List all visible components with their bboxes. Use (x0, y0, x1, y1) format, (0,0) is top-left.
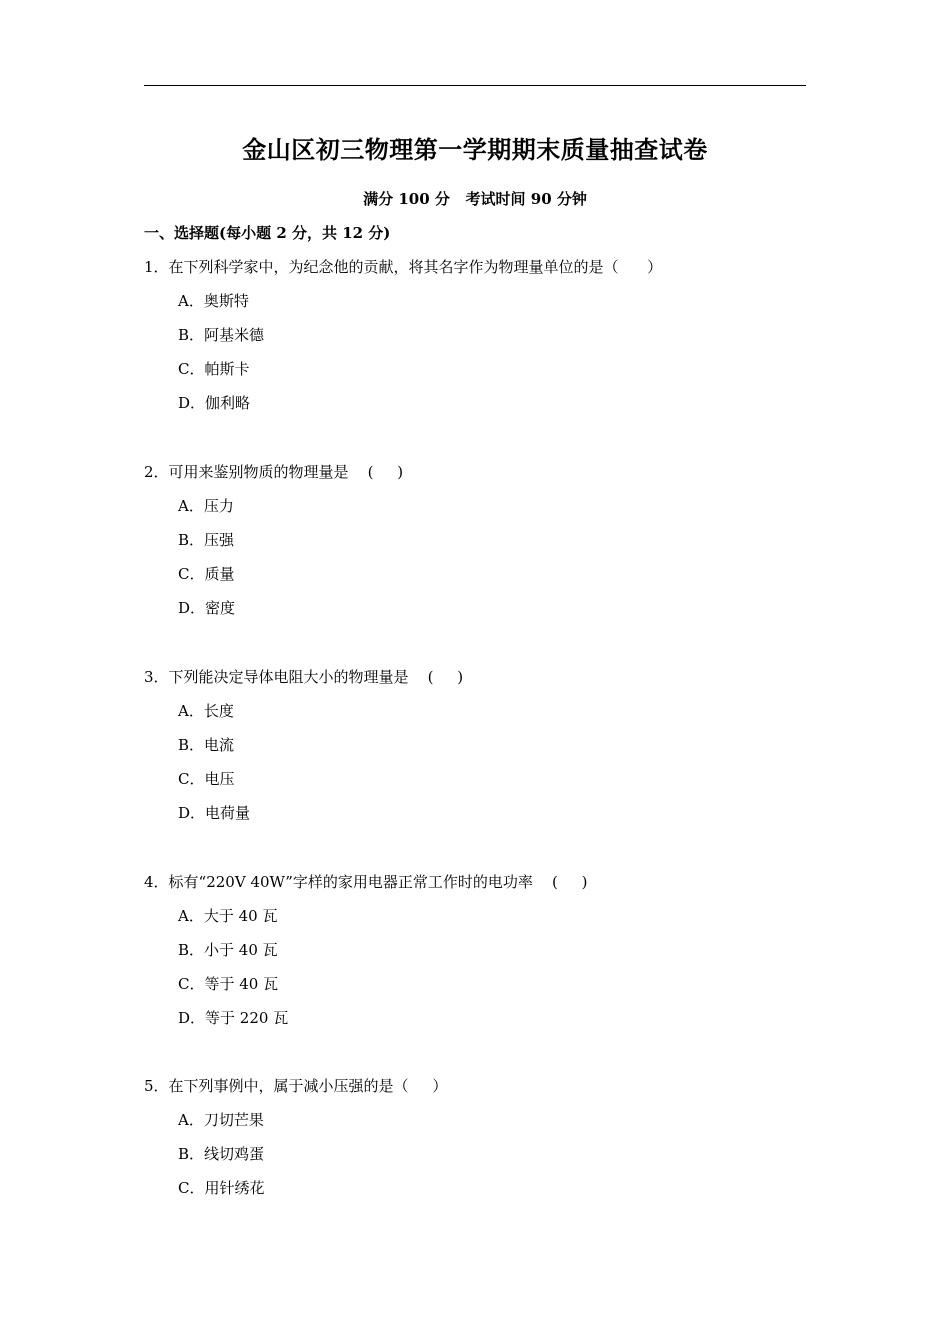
section-heading: 一、选择题(每小题 2 分，共 12 分) (144, 224, 391, 242)
option-b: B．小于 40 瓦 (178, 941, 278, 959)
option-b: B．电流 (178, 736, 235, 754)
option-b: B．压强 (178, 531, 235, 549)
option-d: D．等于 220 瓦 (178, 1009, 289, 1027)
exam-title: 金山区初三物理第一学期期末质量抽查试卷 (242, 135, 708, 164)
option-b: B．阿基米德 (178, 326, 265, 344)
option-c: C．等于 40 瓦 (178, 975, 279, 993)
option-d: D．伽利略 (178, 394, 251, 412)
option-d: D．电荷量 (178, 804, 251, 822)
option-a: A．长度 (178, 702, 234, 720)
option-c: C．电压 (178, 770, 235, 788)
option-c: C．质量 (178, 565, 235, 583)
header-rule (144, 85, 806, 86)
question-stem: 1．在下列科学家中，为纪念他的贡献，将其名字作为物理量单位的是（ ） (144, 258, 663, 276)
option-b: B．线切鸡蛋 (178, 1145, 265, 1163)
option-c: C．用针绣花 (178, 1179, 265, 1197)
question-stem: 4．标有“220V 40W”字样的家用电器正常工作时的电功率 ( ) (144, 873, 588, 891)
question-stem: 2．可用来鉴别物质的物理量是 ( ) (144, 463, 404, 481)
question-stem: 3．下列能决定导体电阻大小的物理量是 ( ) (144, 668, 464, 686)
exam-subtitle: 满分 100 分 考试时间 90 分钟 (363, 190, 587, 208)
question-stem: 5．在下列事例中，属于减小压强的是（ ） (144, 1077, 448, 1095)
option-d: D．密度 (178, 599, 236, 617)
option-a: A．奥斯特 (178, 292, 249, 310)
option-c: C．帕斯卡 (178, 360, 250, 378)
option-a: A．大于 40 瓦 (178, 907, 278, 925)
option-a: A．刀切芒果 (178, 1111, 264, 1129)
option-a: A．压力 (178, 497, 234, 515)
